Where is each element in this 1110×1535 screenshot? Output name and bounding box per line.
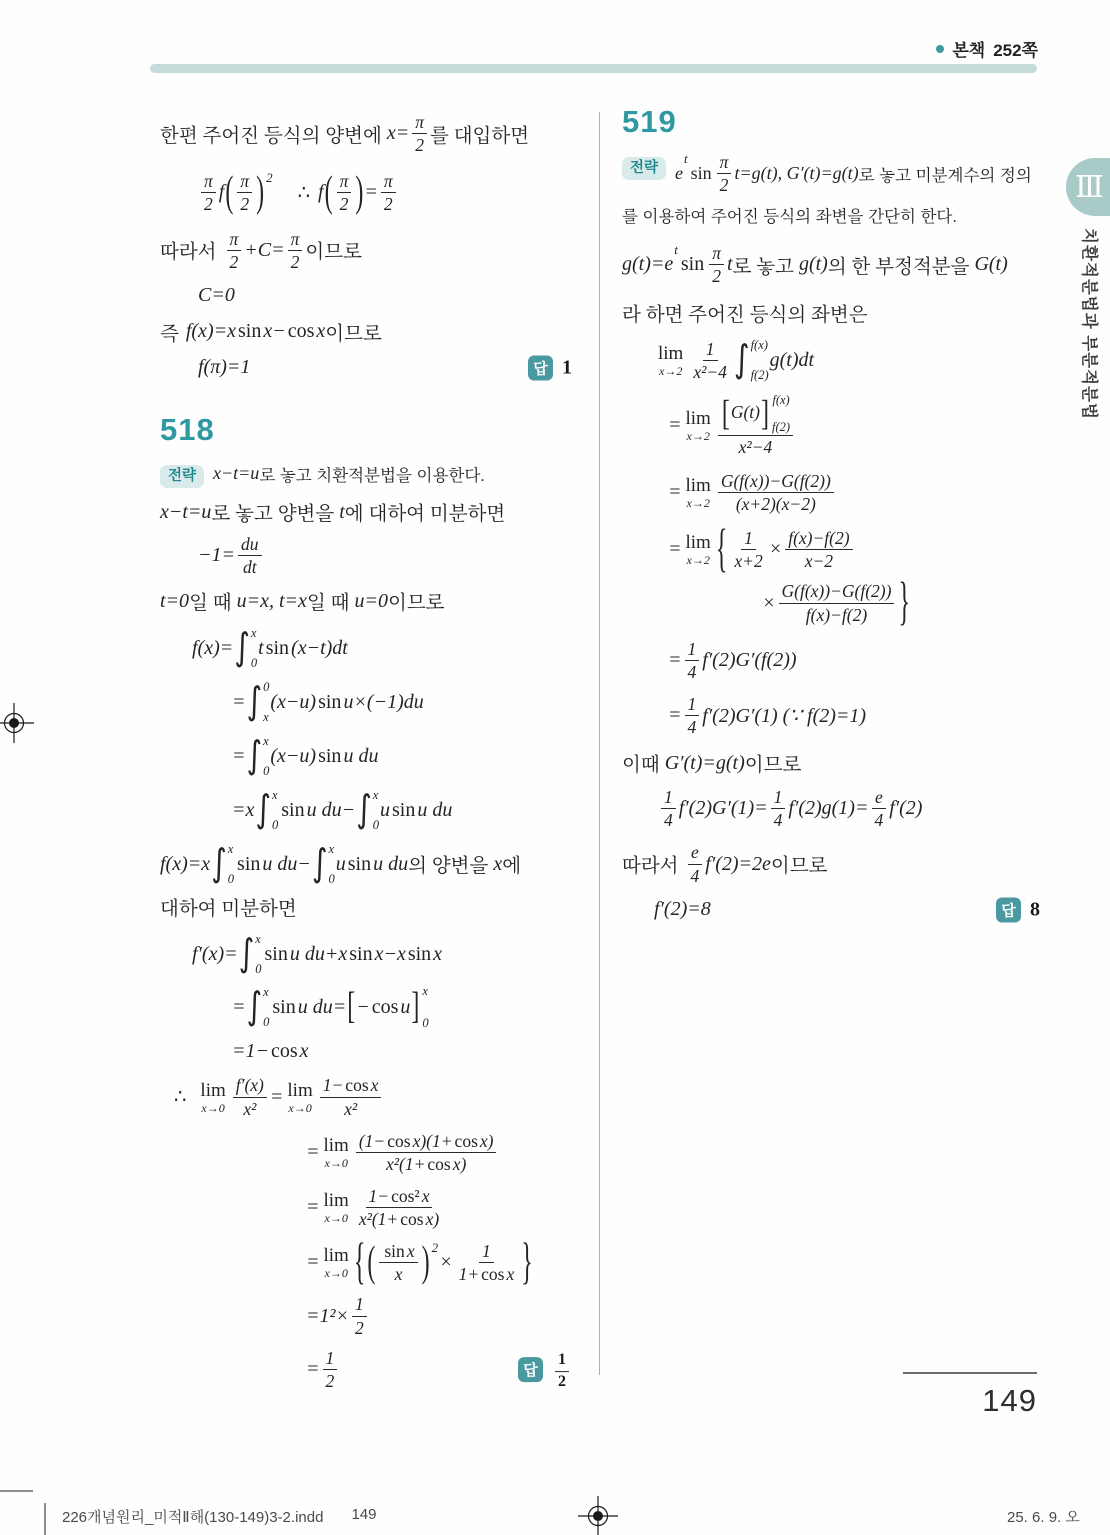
answer-badge-icon: 답 [518, 1357, 543, 1382]
answer: 답 1 [528, 355, 572, 380]
equation-line: = lim x→2 { $\frac{1}{x+2}$ × $\frac{f(x)-f(2)}{x-2}$ [622, 528, 1040, 571]
file-name: 226개념원리_미적Ⅱ해(130-149)3-2.indd [62, 1509, 324, 1526]
crop-mark [0, 1490, 33, 1492]
strategy-text-line2 [622, 201, 1040, 229]
equation-line: 한편 주어진 등식의 양변에 x= $\frac{\pi}{2}$ 를 대입하면 [160, 112, 530, 156]
equation-line: −1= $\frac{du}{dt}$ [160, 534, 572, 577]
strategy-text [213, 460, 485, 488]
column-divider [599, 112, 600, 1375]
equation-line: = lim x→0 $\frac{\text{1− cos² x}}{\text{x²(1+ cos x)}}$ [306, 1185, 440, 1230]
equation-line: 즉 f(x)=x sin x− cos x 이므로 [160, 320, 382, 345]
equation-line: = ∫ 0 x (x−u) sin u×(−1)du [232, 679, 424, 724]
header-rule [150, 64, 1037, 73]
equation-line: x−t=u 로 놓고 양변을 t 에 대하여 미분하면 [160, 500, 506, 526]
equation-line: 따라서 $\frac{\pi}{2}$ +C= $\frac{\pi}{2}$ 이므로 [160, 228, 362, 272]
equation-line: = $\frac{1}{4}$ f′(2)G′(f(2)) [668, 638, 797, 682]
equation-line: f(π)=1 답 1 [198, 356, 572, 379]
equation-line: e t sin $\frac{\pi}{2}$ t=g(t), G′(t)=g(t) 로 놓고 미분계수의 정의 [675, 151, 1032, 196]
registration-mark-icon [0, 703, 34, 743]
prepress-file-info [62, 1506, 376, 1527]
equation-line: $\frac{\pi}{2}$ f ( $\frac{\pi}{2}$ ) 2 ∴ f ( $\frac{\pi}{2}$ ) = $\frac{\pi}{2}$ [160, 171, 572, 214]
problem-number-518: 518 [160, 411, 215, 447]
book-page-ref: 252쪽 [993, 41, 1038, 60]
page-number: 149 [982, 1383, 1037, 1418]
equation-line: = ∫ x 0 sin u du= [ − cos u ] x 0 [232, 984, 429, 1030]
equation-line: t=0 일 때 u=x, t=x 일 때 u=0 이므로 [160, 589, 445, 615]
equation-line: = lim x→2 $\frac{G(f(x))-G(f(2))}{(x+2)(x-2)}$ [622, 471, 1040, 514]
equation-line: x−t=u 로 놓고 치환적분법을 이용한다. [213, 463, 485, 485]
bullet-icon [936, 45, 944, 53]
registration-mark-icon [578, 1496, 618, 1535]
equation-line: =1²× $\frac{1}{2}$ [160, 1294, 572, 1337]
prepress-date: 25. 6. 9. 오 [1007, 1509, 1080, 1526]
left-column [160, 106, 572, 1391]
equation-line: lim x→2 $\frac{1}{\text{x²−4}}$ ∫ f(x) f(2) g(t)dt [658, 337, 815, 382]
page-reference [936, 36, 1038, 61]
chapter-title: 치환적분법과 부분적분법 [1080, 228, 1098, 420]
solution-519 [622, 243, 1040, 923]
answer: 답 $\frac{1}{2}$ [518, 1347, 572, 1391]
equation-line: = lim x→2 [G(t)] f(x) f(2) x²−4 [622, 394, 1040, 457]
equation-line: $\frac{1}{4}$ f′(2)G′(1)= $\frac{1}{4}$ f′(2)g(1)= $\frac{e}{4}$ f′(2) [622, 787, 1040, 830]
equation-line: 따라서 $\frac{e}{4}$ f′(2)=2e 이므로 [622, 842, 828, 886]
equation-line: f′(x)= ∫ x 0 sin u du+x sin x−x sin x [192, 931, 443, 976]
equation-line: C=0 [198, 284, 235, 307]
strategy-518 [160, 460, 572, 488]
right-column [622, 104, 1040, 924]
equation-line: = ∫ x 0 (x−u) sin u du [232, 733, 379, 778]
equation-line: × $\frac{G(f(x))-G(f(2))}{f(x)-f(2)}$ } [762, 574, 910, 632]
solution-continuation [160, 112, 572, 382]
answer-badge-icon: 답 [528, 355, 553, 380]
equation-line: = lim x→0 { ( $\frac{\text{sin x}}{x}$ ) 2 × $\frac{1}{\text{1+ cos x}}$ } [306, 1235, 533, 1291]
answer-badge-icon: 답 [996, 897, 1021, 922]
equation-line: f(x)= ∫ x 0 t sin (x−t)dt [192, 625, 348, 670]
equation-line: ∴ lim x→0 $\frac{f'(x)}{\text{x²}}$ = lim x→0 $\frac{\text{1− cos x}}{\text{x²}}$ [160, 1075, 572, 1118]
equation-line: f′(2)=8 답 8 [654, 898, 1040, 921]
crop-mark [44, 1503, 46, 1535]
equation-line: 이때 G′(t)=g(t) 이므로 [622, 751, 802, 777]
chapter-roman-numeral: Ⅲ [1075, 170, 1105, 204]
equation-line: 라 하면 주어진 등식의 좌변은 [622, 304, 868, 326]
equation-line: =1− cos x [232, 1039, 309, 1062]
strategy-519 [622, 152, 1040, 195]
strategy-text [675, 152, 1032, 195]
equation-line: = $\frac{1}{2}$ 답 $\frac{1}{2}$ [160, 1348, 572, 1391]
equation-line: 대하여 미분하면 [160, 899, 297, 921]
equation-line: = $\frac{1}{4}$ f′(2)G′(1) (∵ f(2)=1) [668, 693, 867, 737]
equation-line: =x ∫ x 0 sin u du− ∫ x 0 u sin u du [232, 787, 453, 832]
book-label: 본책 [952, 41, 986, 60]
solution-518 [160, 498, 572, 1391]
page-number-rule [903, 1372, 1037, 1374]
chapter-tab [1066, 158, 1110, 216]
strategy-badge: 전략 [622, 157, 666, 180]
file-page: 149 [351, 1506, 377, 1523]
answer: 답 8 [996, 897, 1040, 922]
equation-line: g(t)=e t sin $\frac{\pi}{2}$ t 로 놓고 g(t) 의 한 부정적분을 G(t) [622, 242, 1008, 287]
problem-number-519: 519 [622, 104, 677, 139]
equation-line: 를 이용하여 주어진 등식의 좌변을 간단히 한다. [622, 208, 957, 227]
equation-line: f(x)=x ∫ x 0 sin u du− ∫ x 0 u sin u du 의 양변을 x 에 [160, 841, 522, 886]
strategy-badge: 전략 [160, 465, 204, 488]
equation-line: = lim x→0 $\frac{\text{(1− cos x)(1+ cos x)}}{\text{x²(1+ cos x)}}$ [160, 1131, 572, 1174]
